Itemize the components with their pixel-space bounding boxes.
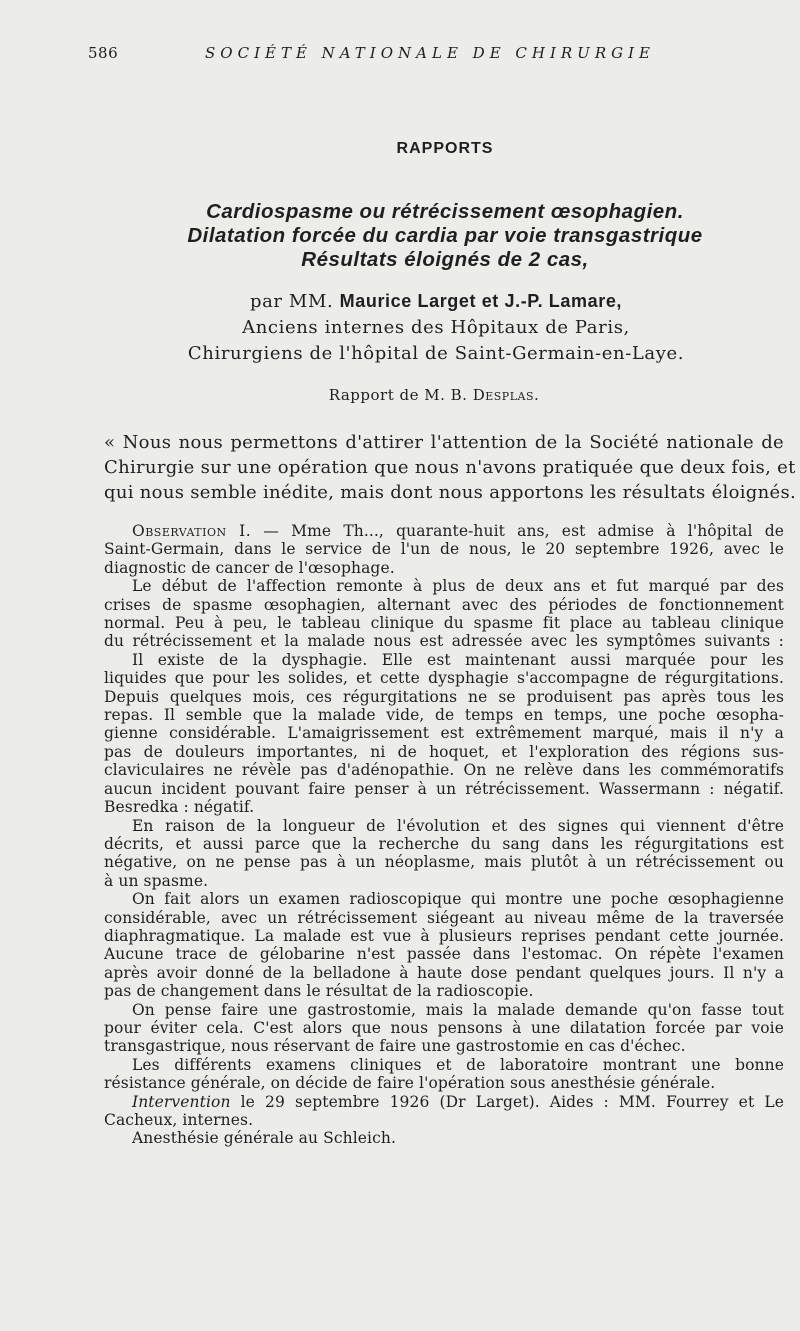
text-line: pour éviter cela. C'est alors que nous pensons à une dilatation forcée par voie <box>104 1018 784 1037</box>
text-line: à un spasme. <box>104 871 209 890</box>
text-line: On pense faire une gastrostomie, mais la malade demande qu'on fasse tout <box>132 1000 784 1019</box>
text-line: diaphragmatique. La malade est vue à plusieurs reprises pendant cette journée. <box>104 926 784 945</box>
authors-prefix: par MM. <box>249 291 334 312</box>
text-line: Il existe de la dysphagie. Elle est maintenant aussi marquée pour les <box>132 650 784 669</box>
text-line: Depuis quelques mois, ces régurgitations ne se produisent pas après tous les <box>104 687 784 706</box>
text-line: crises de spasme œsophagien, alternant avec des périodes de fonctionnement <box>104 595 784 614</box>
text-line: liquides que pour les solides, et cette dysphagie s'accompagne de régurgitations. <box>104 669 784 688</box>
text-line: gienne considérable. L'amaigrissement est extrêmement marqué, mais il n'y a <box>104 724 784 743</box>
report-line <box>0 386 800 404</box>
text-line: après avoir donné de la belladone à haute dose pendant quelques jours. Il n'y a <box>104 963 784 982</box>
text-line: aucun incident pouvant faire penser à un rétrécissement. Wassermann : négatif. <box>104 779 784 798</box>
text-line: On fait alors un examen radioscopique qui montre une poche œsophagienne <box>132 890 784 909</box>
article-title-line: Résultats éloignés de 2 cas, <box>301 248 589 271</box>
text-line: résistance générale, on décide de faire l'opération sous anesthésie générale. <box>104 1074 716 1093</box>
text-line: décrits, et aussi parce que la recherche du sang dans les régurgitations est <box>104 834 784 853</box>
text-line: transgastrique, nous réservant de faire une gastrostomie en cas d'échec. <box>104 1037 686 1056</box>
text-line: du rétrécissement et la malade nous est adressée avec les symptômes suivants : <box>104 632 784 651</box>
text-line: Cacheux, internes. <box>104 1111 254 1129</box>
text-line: considérable, avec un rétrécissement siégeant au niveau même de la traversée <box>104 908 784 927</box>
authors-block <box>0 288 800 367</box>
text-line: Saint-Germain, dans le service de l'un de nous, le 20 septembre 1926, avec le <box>104 540 784 559</box>
observation-body <box>104 522 784 1148</box>
article-title <box>0 200 800 272</box>
observation-first-line <box>104 522 784 540</box>
text-line: claviculaires ne révèle pas d'adénopathie. On ne relève dans les commémoratifs <box>104 761 784 780</box>
text-line: « Nous nous permettons d'attirer l'attention de la Société nationale de <box>104 432 784 453</box>
text-line: qui nous semble inédite, mais dont nous apportons les résultats éloignés. <box>104 482 797 503</box>
text-line: Chirurgie sur une opération que nous n'avons pratiquée que deux fois, et <box>104 457 796 478</box>
text-line: pas de changement dans le résultat de la radioscopie. <box>104 982 534 1001</box>
text-line: négative, on ne pense pas à un néoplasme, mais plutôt à un rétrécissement ou <box>104 853 784 872</box>
article-title-line: Cardiospasme ou rétrécissement œsophagien. <box>206 200 684 223</box>
text-line: repas. Il semble que la malade vide, de temps en temps, une poche œsopha- <box>104 706 784 725</box>
intervention-text: le 29 septembre 1926 (Dr Larget). Aides : MM. Fourrey et Le <box>240 1092 784 1111</box>
page-number: 586 <box>88 44 119 62</box>
text-line: Besredka : négatif. <box>104 798 255 817</box>
authors-names: Maurice Larget et J.-P. Lamare, <box>339 291 623 311</box>
section-title: RAPPORTS <box>396 140 494 157</box>
affiliation-line: Chirurgiens de l'hôpital de Saint-Germain-en-Laye. <box>187 343 685 364</box>
text-line: Les différents examens cliniques et de laboratoire montrant une bonne <box>132 1055 784 1074</box>
article-title-line: Dilatation forcée du cardia par voie transgastrique <box>187 224 703 247</box>
intervention-line <box>104 1093 784 1111</box>
report-prefix: Rapport de M. B. <box>328 386 468 404</box>
text-line: pas de douleurs importantes, ni de hoquet, et l'exploration des régions sus- <box>104 742 784 761</box>
text-line: Anesthésie générale au Schleich. <box>132 1129 396 1148</box>
affiliation-line: Anciens internes des Hôpitaux de Paris, <box>242 317 630 338</box>
intervention-label: Intervention <box>132 1092 231 1111</box>
observation-first-text: — Mme Th..., quarante-huit ans, est admise à l'hôpital de <box>263 522 784 540</box>
text-line: normal. Peu à peu, le tableau clinique du spasme fit place au tableau clinique <box>104 614 784 633</box>
text-line: Le début de l'affection remonte à plus de deux ans et fut marqué par des <box>132 577 784 596</box>
authors-line <box>0 288 800 315</box>
observation-label: Observation I. <box>132 522 252 540</box>
intro-paragraph <box>104 430 797 505</box>
text-line: Aucune trace de gélobarine n'est passée dans l'estomac. On répète l'examen <box>104 945 784 964</box>
text-line: En raison de la longueur de l'évolution et des signes qui viennent d'être <box>132 816 784 835</box>
rapporteur-name: Desplas. <box>472 386 540 404</box>
running-head: SOCIÉTÉ NATIONALE DE CHIRURGIE <box>205 44 655 62</box>
text-line: diagnostic de cancer de l'œsophage. <box>104 558 395 577</box>
